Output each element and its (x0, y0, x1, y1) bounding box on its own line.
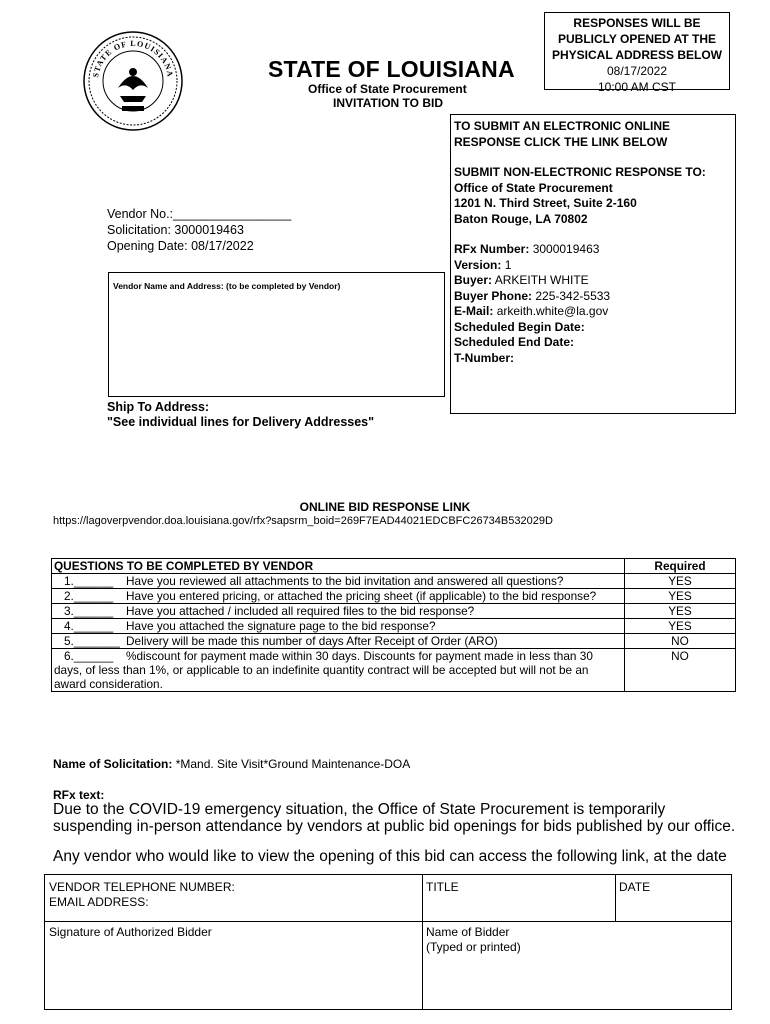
title-label: TITLE (426, 880, 459, 894)
vendor-opening-date: Opening Date: 08/17/2022 (107, 239, 254, 253)
question-text: Have you entered pricing, or attached the pricing sheet (if applicable) to the bid (126, 589, 538, 603)
buyer-phone (454, 289, 732, 305)
questions-header: QUESTIONS TO BE COMPLETED BY VENDOR (52, 559, 625, 574)
typed-printed-label: (Typed or printed) (426, 940, 521, 954)
question-required: NO (625, 634, 736, 649)
office-name: Office of State Procurement (308, 82, 467, 96)
question-row (52, 574, 736, 589)
online-link-heading: ONLINE BID RESPONSE LINK (299, 500, 471, 514)
vendor-phone-email-field[interactable] (49, 880, 235, 910)
scheduled-begin-date: Scheduled Begin Date: (454, 319, 585, 334)
question-text-continued: days, of less than 1%, or applicable to an indefinite quantity contract will be accepted but will not be an award consideration. (54, 663, 589, 691)
buyer-phone-value: 225-342-5533 (535, 288, 611, 303)
buyer-email (454, 304, 732, 320)
rfx-number-value: 3000019463 (532, 242, 600, 256)
responses-opening-box (544, 12, 730, 94)
question-required: YES (625, 589, 736, 604)
date-field[interactable] (619, 880, 650, 895)
question-row (52, 604, 736, 619)
rfx-text-body: Due to the COVID-19 emergency situation, the Office of State Procurement is temporarily suspending in-person attendance by vendors at public bid openings for bids published by our office. (53, 801, 736, 835)
rfx-text-label: RFx text: (53, 788, 105, 802)
buyer-phone-label: Buyer Phone: (454, 288, 533, 303)
question-text-cell (52, 619, 625, 634)
vendor-number: Vendor No.:_________________ (107, 207, 292, 221)
required-header: Required (625, 559, 736, 574)
question-answer-blank[interactable]: 3.______ (64, 604, 114, 618)
ship-to-value: "See individual lines for Delivery Addresses" (107, 415, 375, 429)
address-line-3: Baton Rouge, LA 70802 (454, 211, 588, 226)
question-text-continued: response? (541, 589, 597, 603)
state-seal-icon (82, 30, 184, 132)
question-text-cell (52, 574, 625, 589)
question-answer-blank[interactable]: 4.______ (64, 619, 114, 633)
any-vendor-text: Any vendor who would like to view the opening of this bid can access the following link, at the date (53, 848, 727, 865)
solicitation-number: Solicitation: 3000019463 (107, 223, 244, 237)
scheduled-end-date: Scheduled End Date: (454, 335, 575, 349)
responses-line-1: RESPONSES WILL BE (573, 16, 701, 30)
solicitation-name-value: *Mand. Site Visit*Ground Maintenance-DOA (175, 757, 411, 771)
question-row (52, 589, 736, 604)
vendor-name-address-label: Vendor Name and Address: (to be completed by Vendor) (113, 281, 341, 291)
signature-label: Signature of Authorized Bidder (49, 925, 212, 939)
rfx-number (454, 242, 732, 258)
email-value[interactable]: arkeith.white@la.gov (496, 304, 609, 318)
question-row (52, 634, 736, 649)
rfx-number-label: RFx Number: (454, 242, 530, 256)
question-text: %discount for payment made within 30 days. Discounts for payment made in less than 30 (126, 649, 593, 663)
question-answer-blank[interactable]: 1.______ (64, 574, 114, 588)
submission-info-box (450, 114, 736, 414)
signature-field[interactable] (49, 925, 212, 940)
question-required: YES (625, 604, 736, 619)
title-field[interactable] (426, 880, 459, 895)
question-answer-blank[interactable]: 2.______ (64, 589, 114, 603)
online-bid-response-link[interactable]: https://lagoverpvendor.doa.louisiana.gov/rfx?sapsrm_boid=269F7EAD44021EDCBFC26734B532029D (53, 515, 553, 527)
question-text-cell (52, 604, 625, 619)
email-label: E-Mail: (454, 304, 494, 318)
solicitation-name-label: Name of Solicitation: (53, 757, 173, 771)
email-address-label: EMAIL ADDRESS: (49, 895, 149, 909)
invitation-title: INVITATION TO BID (333, 96, 443, 110)
question-required: YES (625, 574, 736, 589)
ship-to-label: Ship To Address: (107, 400, 210, 414)
version-value: 1 (504, 257, 512, 272)
bidder-name-field[interactable] (426, 925, 521, 955)
question-answer-blank[interactable]: 5._______ (64, 634, 120, 648)
buyer (454, 273, 732, 289)
questions-header-row (52, 559, 736, 574)
buyer-label: Buyer: (454, 273, 493, 287)
question-text-cell (52, 649, 625, 692)
question-required: NO (625, 649, 736, 692)
question-row (52, 619, 736, 634)
bidder-name-label: Name of Bidder (426, 925, 510, 939)
question-text: Have you attached the signature page to the bid response? (126, 619, 436, 633)
vendor-info (107, 206, 291, 254)
state-title: STATE OF LOUISIANA (268, 56, 515, 82)
vendor-name-address-field[interactable] (108, 272, 445, 397)
svg-text:STATE OF LOUISIANA: STATE OF LOUISIANA (91, 38, 175, 79)
electronic-line-2: RESPONSE CLICK THE LINK BELOW (454, 134, 668, 149)
responses-line-3: PHYSICAL ADDRESS BELOW (551, 48, 722, 62)
question-text: Have you attached / included all required files to the bid response? (126, 604, 475, 618)
version-label: Version: (454, 257, 502, 272)
buyer-value: ARKEITH WHITE (494, 273, 589, 287)
responses-line-2: PUBLICLY OPENED AT THE (557, 32, 717, 46)
electronic-line-1: TO SUBMIT AN ELECTRONIC ONLINE (454, 119, 670, 133)
question-text-cell (52, 634, 625, 649)
signature-block (44, 874, 732, 1010)
t-number: T-Number: (454, 350, 514, 365)
question-row (52, 649, 736, 692)
nonelectronic-title: SUBMIT NON-ELECTRONIC RESPONSE TO: (454, 165, 706, 179)
question-required: YES (625, 619, 736, 634)
ship-to-address (107, 400, 374, 430)
version (454, 258, 732, 274)
opening-time: 10:00 AM CST (597, 80, 677, 94)
question-text-cell (52, 589, 625, 604)
opening-date: 08/17/2022 (606, 64, 668, 78)
solicitation-name (53, 757, 410, 771)
question-text: Have you reviewed all attachments to the bid invitation and answered all questions? (126, 574, 564, 588)
vendor-telephone-label: VENDOR TELEPHONE NUMBER: (49, 880, 235, 894)
questions-table (51, 558, 736, 692)
address-line-2: 1201 N. Third Street, Suite 2-160 (454, 196, 637, 210)
question-answer-blank[interactable]: 6.______ (64, 649, 114, 663)
question-text: Delivery will be made this number of days After Receipt of Order (ARO) (126, 634, 498, 648)
address-line-1: Office of State Procurement (454, 180, 613, 195)
date-label: DATE (619, 880, 651, 894)
